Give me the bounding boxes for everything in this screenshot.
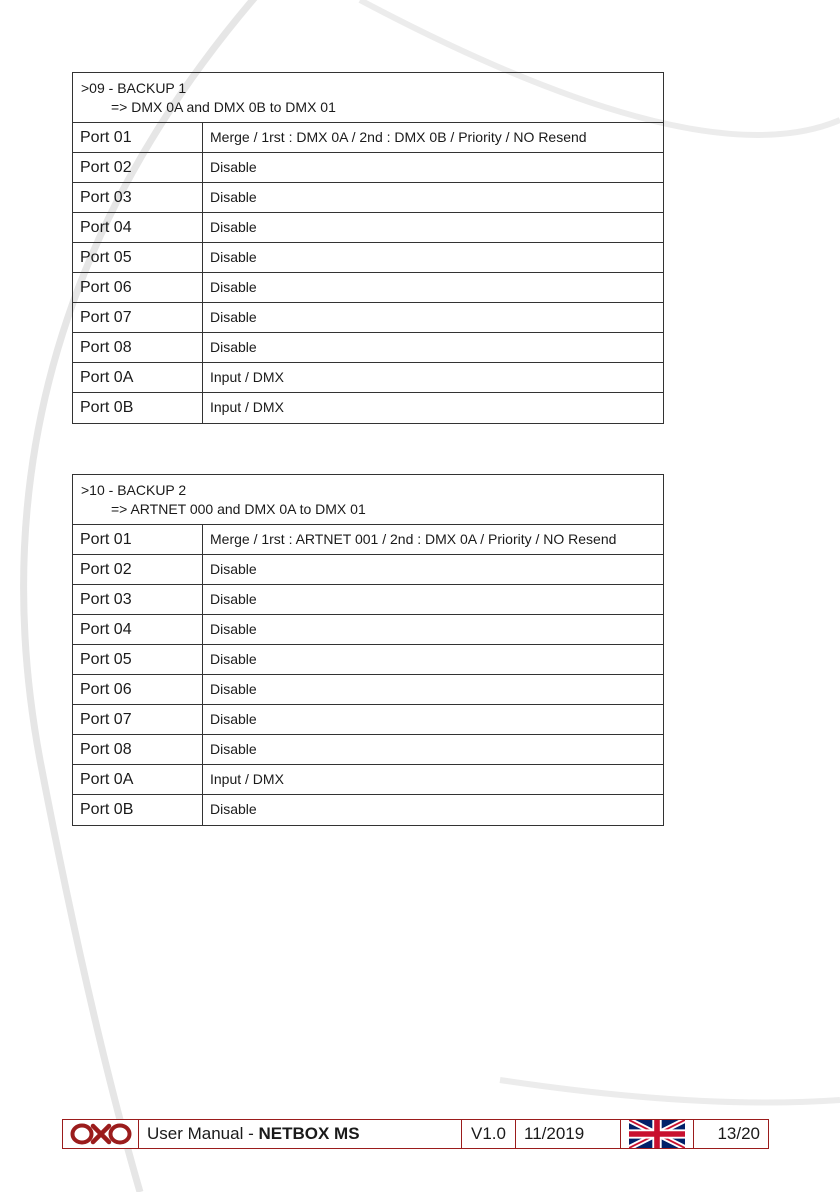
port-label: Port 06 — [73, 273, 203, 302]
table-row — [73, 363, 663, 393]
backup-2-title: >10 - BACKUP 2 — [81, 482, 187, 498]
port-label: Port 07 — [73, 705, 203, 734]
table-row — [73, 555, 663, 585]
table-row — [73, 675, 663, 705]
uk-flag-icon — [629, 1120, 685, 1148]
backup-1-header — [73, 73, 663, 123]
table-row — [73, 645, 663, 675]
footer-flag-cell — [621, 1120, 694, 1148]
port-label: Port 0B — [73, 795, 203, 825]
port-label: Port 0A — [73, 765, 203, 794]
port-label: Port 08 — [73, 333, 203, 362]
port-value: Disable — [210, 279, 257, 295]
port-label: Port 02 — [73, 555, 203, 584]
oxo-logo-icon — [69, 1122, 133, 1146]
table-row — [73, 705, 663, 735]
port-value: Merge / 1rst : ARTNET 001 / 2nd : DMX 0A / Priority / NO Resend — [210, 531, 617, 547]
backup-1-subtitle: => DMX 0A and DMX 0B to DMX 01 — [111, 99, 336, 115]
port-value: Disable — [210, 339, 257, 355]
table-row — [73, 795, 663, 825]
footer-manual-title — [139, 1120, 462, 1148]
port-value: Disable — [210, 591, 257, 607]
table-row — [73, 735, 663, 765]
table-row — [73, 123, 663, 153]
port-value: Disable — [210, 711, 257, 727]
port-value: Disable — [210, 651, 257, 667]
port-label: Port 01 — [73, 525, 203, 554]
table-row — [73, 153, 663, 183]
port-label: Port 0B — [73, 393, 203, 423]
backup-2-header — [73, 475, 663, 525]
table-row — [73, 393, 663, 423]
footer-title-prefix: User Manual - — [147, 1124, 259, 1143]
footer-version: V1.0 — [462, 1120, 516, 1148]
table-row — [73, 243, 663, 273]
backup-1-title: >09 - BACKUP 1 — [81, 80, 187, 96]
backup-1-table — [72, 72, 664, 424]
footer-logo-cell — [63, 1120, 139, 1148]
table-row — [73, 183, 663, 213]
port-value: Input / DMX — [210, 369, 284, 385]
port-value: Disable — [210, 249, 257, 265]
port-value: Merge / 1rst : DMX 0A / 2nd : DMX 0B / Priority / NO Resend — [210, 129, 587, 145]
table-row — [73, 333, 663, 363]
port-label: Port 05 — [73, 243, 203, 272]
port-label: Port 08 — [73, 735, 203, 764]
port-value: Disable — [210, 801, 257, 817]
port-value: Disable — [210, 621, 257, 637]
port-value: Disable — [210, 741, 257, 757]
port-value: Disable — [210, 219, 257, 235]
page-footer — [62, 1119, 769, 1149]
port-value: Input / DMX — [210, 399, 284, 415]
table-row — [73, 765, 663, 795]
port-label: Port 07 — [73, 303, 203, 332]
footer-date: 11/2019 — [516, 1120, 621, 1148]
footer-page-number: 13/20 — [717, 1124, 760, 1143]
port-label: Port 05 — [73, 645, 203, 674]
port-value: Input / DMX — [210, 771, 284, 787]
port-label: Port 02 — [73, 153, 203, 182]
table-row — [73, 213, 663, 243]
port-value: Disable — [210, 189, 257, 205]
backup-2-table — [72, 474, 664, 826]
table-row — [73, 525, 663, 555]
footer-product-name: NETBOX MS — [258, 1124, 360, 1143]
port-label: Port 04 — [73, 213, 203, 242]
table-row — [73, 615, 663, 645]
table-row — [73, 585, 663, 615]
port-value: Disable — [210, 309, 257, 325]
port-label: Port 01 — [73, 123, 203, 152]
table-row — [73, 273, 663, 303]
port-value: Disable — [210, 159, 257, 175]
table-row — [73, 303, 663, 333]
port-value: Disable — [210, 681, 257, 697]
port-value: Disable — [210, 561, 257, 577]
port-label: Port 06 — [73, 675, 203, 704]
port-label: Port 04 — [73, 615, 203, 644]
backup-2-subtitle: => ARTNET 000 and DMX 0A to DMX 01 — [111, 501, 366, 517]
port-label: Port 03 — [73, 585, 203, 614]
port-label: Port 0A — [73, 363, 203, 392]
port-label: Port 03 — [73, 183, 203, 212]
